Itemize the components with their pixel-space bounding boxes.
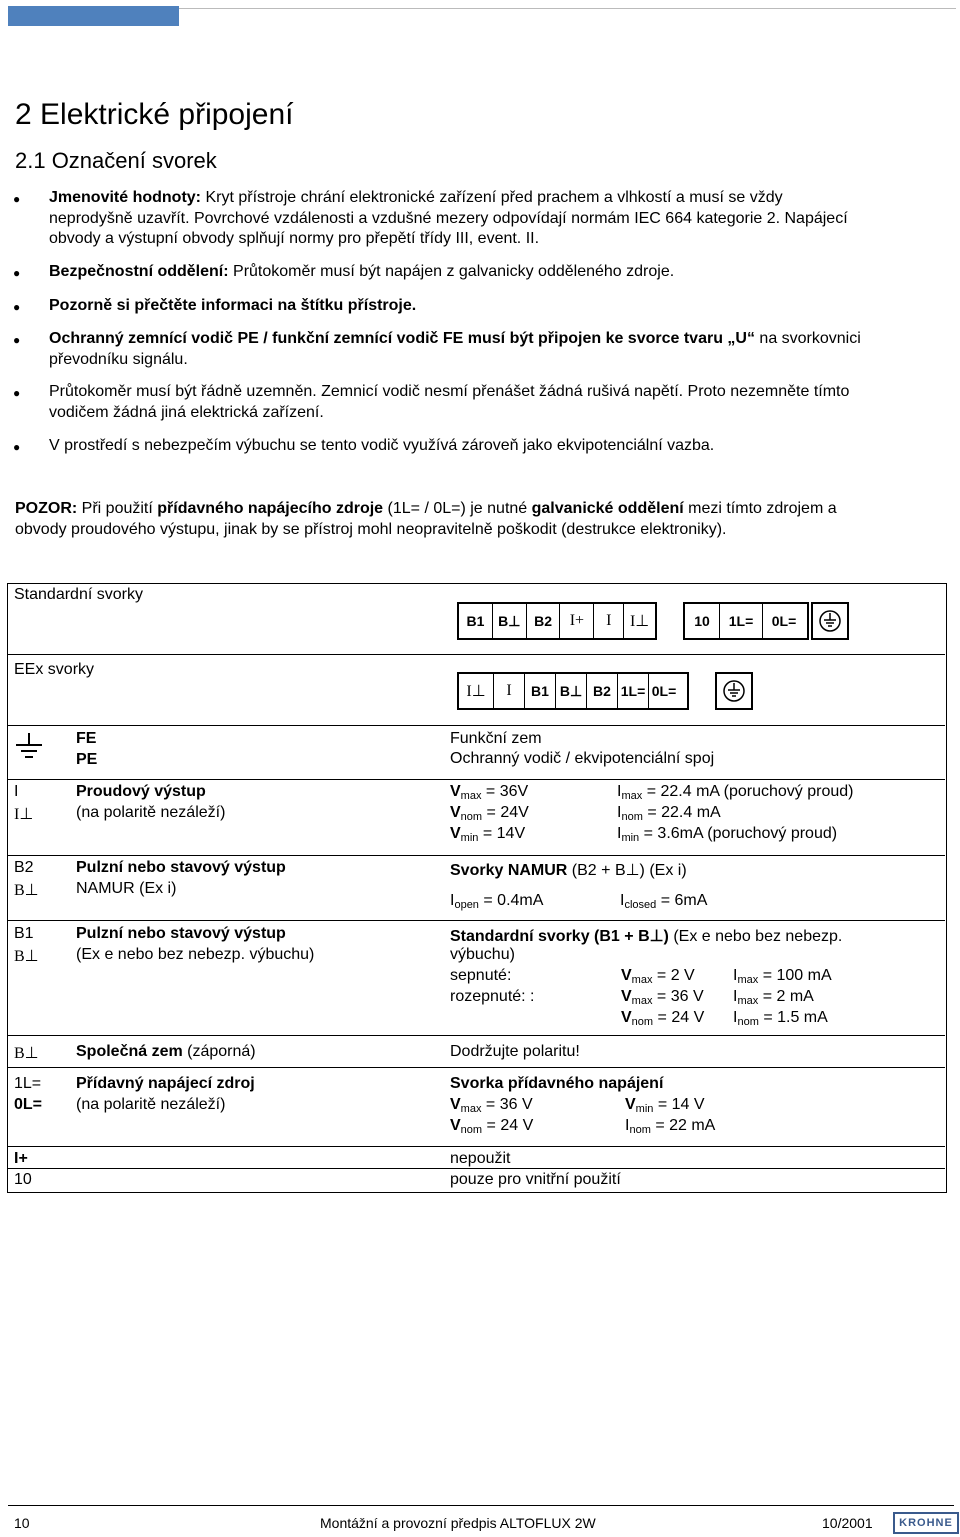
- terminal-id: B⊥: [14, 882, 39, 899]
- divider: [7, 1067, 945, 1068]
- terminal: B2: [587, 674, 618, 708]
- list-item: ● Jmenovité hodnoty: Kryt přístroje chrání elektronické zařízení před prachem a vlhkostí a musí se vždy neprodyšně uzavřít. Povrchové vzdálenosti a vzdušné mezery odpovídají normám IEC 664 kategorie 2. Napájecí obvody a výstupní obvody splňují normy pro přepětí třídy III, event. II.: [13, 189, 848, 247]
- terminal-id: I⊥: [14, 806, 34, 823]
- divider: [7, 779, 945, 780]
- terminal: I⊥: [459, 674, 494, 708]
- spec-text: výbuchu): [450, 946, 515, 963]
- spec-text: Svorka přídavného napájení: [450, 1075, 664, 1092]
- terminal-note: (na polaritě nezáleží): [76, 804, 226, 821]
- krohne-logo: KROHNE: [893, 1512, 959, 1534]
- terminal-id: 10: [14, 1171, 32, 1188]
- terminal-function: Pulzní nebo stavový výstup: [76, 859, 286, 876]
- terminal: I: [494, 674, 525, 708]
- terminal-function: Přídavný napájecí zdroj: [76, 1075, 255, 1092]
- terminal-note: (Ex e nebo bez nebezp. výbuchu): [76, 946, 315, 963]
- terminal: 1L=: [720, 604, 763, 638]
- terminal: 0L=: [651, 683, 677, 699]
- terminal: 0L=: [771, 613, 797, 629]
- protective-earth-icon: [717, 674, 751, 708]
- fe-label: FE: [76, 730, 97, 747]
- list-item: ● Průtokoměr musí být řádně uzemněn. Zemnicí vodič nesmí přenášet žádná rušivá napětí. Proto nezemněte tímto vodičem žádná jiná elektrická zařízení.: [13, 383, 850, 421]
- ground-terminal: [811, 602, 849, 640]
- page-title: 2 Elektrické připojení: [15, 98, 294, 131]
- terminal: I: [594, 604, 624, 638]
- terminal: 1L=: [618, 674, 649, 708]
- divider: [7, 654, 945, 655]
- terminal-id: B⊥: [14, 1045, 39, 1062]
- terminal: B1: [459, 604, 493, 638]
- terminal-id: B1: [14, 925, 34, 942]
- terminal: B⊥: [556, 674, 587, 708]
- footer-rule: [8, 1505, 954, 1506]
- pe-label: PE: [76, 751, 98, 768]
- terminal-id: I+: [14, 1150, 28, 1167]
- page-number: 10: [14, 1515, 30, 1531]
- section-title: 2.1 Označení svorek: [15, 148, 217, 173]
- spec-text: Dodržujte polaritu!: [450, 1043, 580, 1060]
- eex-terminals-label: EEx svorky: [14, 661, 95, 678]
- list-item: ● Ochranný zemnící vodič PE / funkční zemnící vodič FE musí být připojen ke svorce tvaru „U“ na svorkovnici převodníku signálu.: [13, 330, 861, 368]
- terminal: B1: [525, 674, 556, 708]
- terminal: I⊥: [629, 613, 650, 630]
- header-bar: [8, 6, 179, 26]
- terminal-id: I: [14, 783, 19, 800]
- terminal: B⊥: [493, 604, 527, 638]
- ground-terminal: [715, 672, 753, 710]
- spec-text: pouze pro vnitřní použití: [450, 1171, 621, 1188]
- spec-text: rozepnuté: :: [450, 988, 535, 1005]
- terminal: I+: [560, 604, 594, 638]
- protective-earth-icon: [813, 604, 847, 638]
- eex-terminal-strip: [457, 672, 689, 710]
- terminal: B2: [527, 604, 561, 638]
- terminal-id: 0L=: [14, 1096, 43, 1113]
- divider: [7, 920, 945, 921]
- terminal-function: Proudový výstup: [76, 783, 206, 800]
- standard-terminal-strip-1: [457, 602, 657, 640]
- terminal-function: Pulzní nebo stavový výstup: [76, 925, 286, 942]
- terminal-note: NAMUR (Ex i): [76, 880, 177, 897]
- list-item: ● V prostředí s nebezpečím výbuchu se tento vodič využívá zároveň jako ekvipotenciální vazba.: [13, 437, 715, 454]
- pe-description: Ochranný vodič / ekvipotenciální spoj: [450, 750, 715, 767]
- fe-description: Funkční zem: [450, 730, 542, 747]
- list-item: ● Pozorně si přečtěte informaci na štítku přístroje.: [13, 297, 417, 314]
- divider: [7, 725, 945, 726]
- footer-date: 10/2001: [822, 1515, 873, 1531]
- spec-text: sepnuté:: [450, 967, 512, 984]
- terminal-id: B⊥: [14, 948, 39, 965]
- terminal-note: (na polaritě nezáleží): [76, 1096, 226, 1113]
- list-item: ● Bezpečnostní oddělení: Průtokoměr musí být napájen z galvanicky odděleného zdroje.: [13, 263, 675, 280]
- earth-icon: [14, 733, 44, 766]
- warning-paragraph: POZOR: Při použití přídavného napájecího zdroje (1L= / 0L=) je nutné galvanické oddělení mezi tímto zdrojem a obvody proudového výstupu, jinak by se přístroj mohl neopravitelně poškodit (destrukce elektroniky).: [15, 500, 837, 538]
- terminal-id: 1L=: [14, 1075, 42, 1092]
- standard-terminals-label: Standardní svorky: [14, 586, 143, 603]
- divider: [7, 1035, 945, 1036]
- terminal: 10: [685, 604, 720, 638]
- standard-terminal-strip-2: [683, 602, 809, 640]
- divider: [7, 1168, 945, 1169]
- divider: [7, 855, 945, 856]
- footer-title: Montážní a provozní předpis ALTOFLUX 2W: [320, 1515, 596, 1531]
- terminal-id: B2: [14, 859, 34, 876]
- divider: [7, 1146, 945, 1147]
- spec-text: nepoužit: [450, 1150, 511, 1167]
